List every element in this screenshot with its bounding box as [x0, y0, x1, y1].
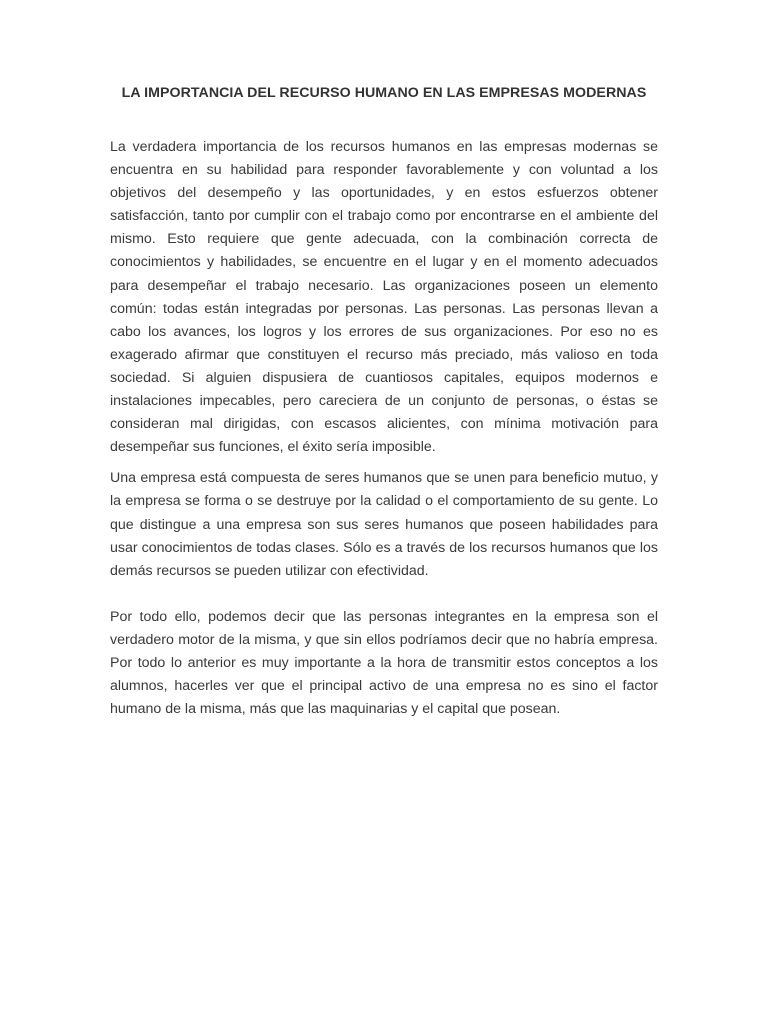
paragraph-2: Una empresa está compuesta de seres humanos que se unen para beneficio mutuo, y la empresa se forma o se destruye por la calidad o el comportamiento de su gente. Lo que distingue a una empresa son sus seres humanos que poseen habilidades para usar conocimientos de todas clases. Sólo es a través de los recursos humanos que los demás recursos se pueden utilizar con efectividad.: [110, 470, 658, 579]
paragraph-1: La verdadera importancia de los recursos humanos en las empresas modernas se encuentra en su habilidad para responder favorablemente y con voluntad a los objetivos del desempeño y las oportunidades, y en estos esfuerzos obtener satisfacción, tanto por cumplir con el trabajo como por encontrarse en el ambiente del mismo. Esto requiere que gente adecuada, con la combinación correcta de conocimientos y habilidades, se encuentre en el lugar y en el momento adecuados para desempeñar el trabajo necesario. Las organizaciones poseen un elemento común: todas están integradas por personas. Las personas. Las personas llevan a cabo los avances, los logros y los errores de sus organizaciones. Por eso no es exagerado afirmar que constituyen el recurso más preciado, más valioso en toda sociedad. Si alguien dispusiera de cuantiosos capitales, equipos modernos e instalaciones impecables, pero careciera de un conjunto de personas, o éstas se consideran mal dirigidas, con escasos alicientes, con mínima motivación para desempeñar sus funciones, el éxito sería imposible.: [110, 139, 658, 456]
document-title: LA IMPORTANCIA DEL RECURSO HUMANO EN LAS EMPRESAS MODERNAS: [121, 85, 647, 101]
paragraph-3: Por todo ello, podemos decir que las personas integrantes en la empresa son el verdadero motor de la misma, y que sin ellos podríamos decir que no habría empresa. Por todo lo anterior es muy importante a la hora de transmitir estos conceptos a los alumnos, hacerles ver que el principal activo de una empresa no es sino el factor humano de la misma, más que las maquinarias y el capital que posean.: [110, 608, 658, 718]
document-page: [110, 82, 658, 721]
